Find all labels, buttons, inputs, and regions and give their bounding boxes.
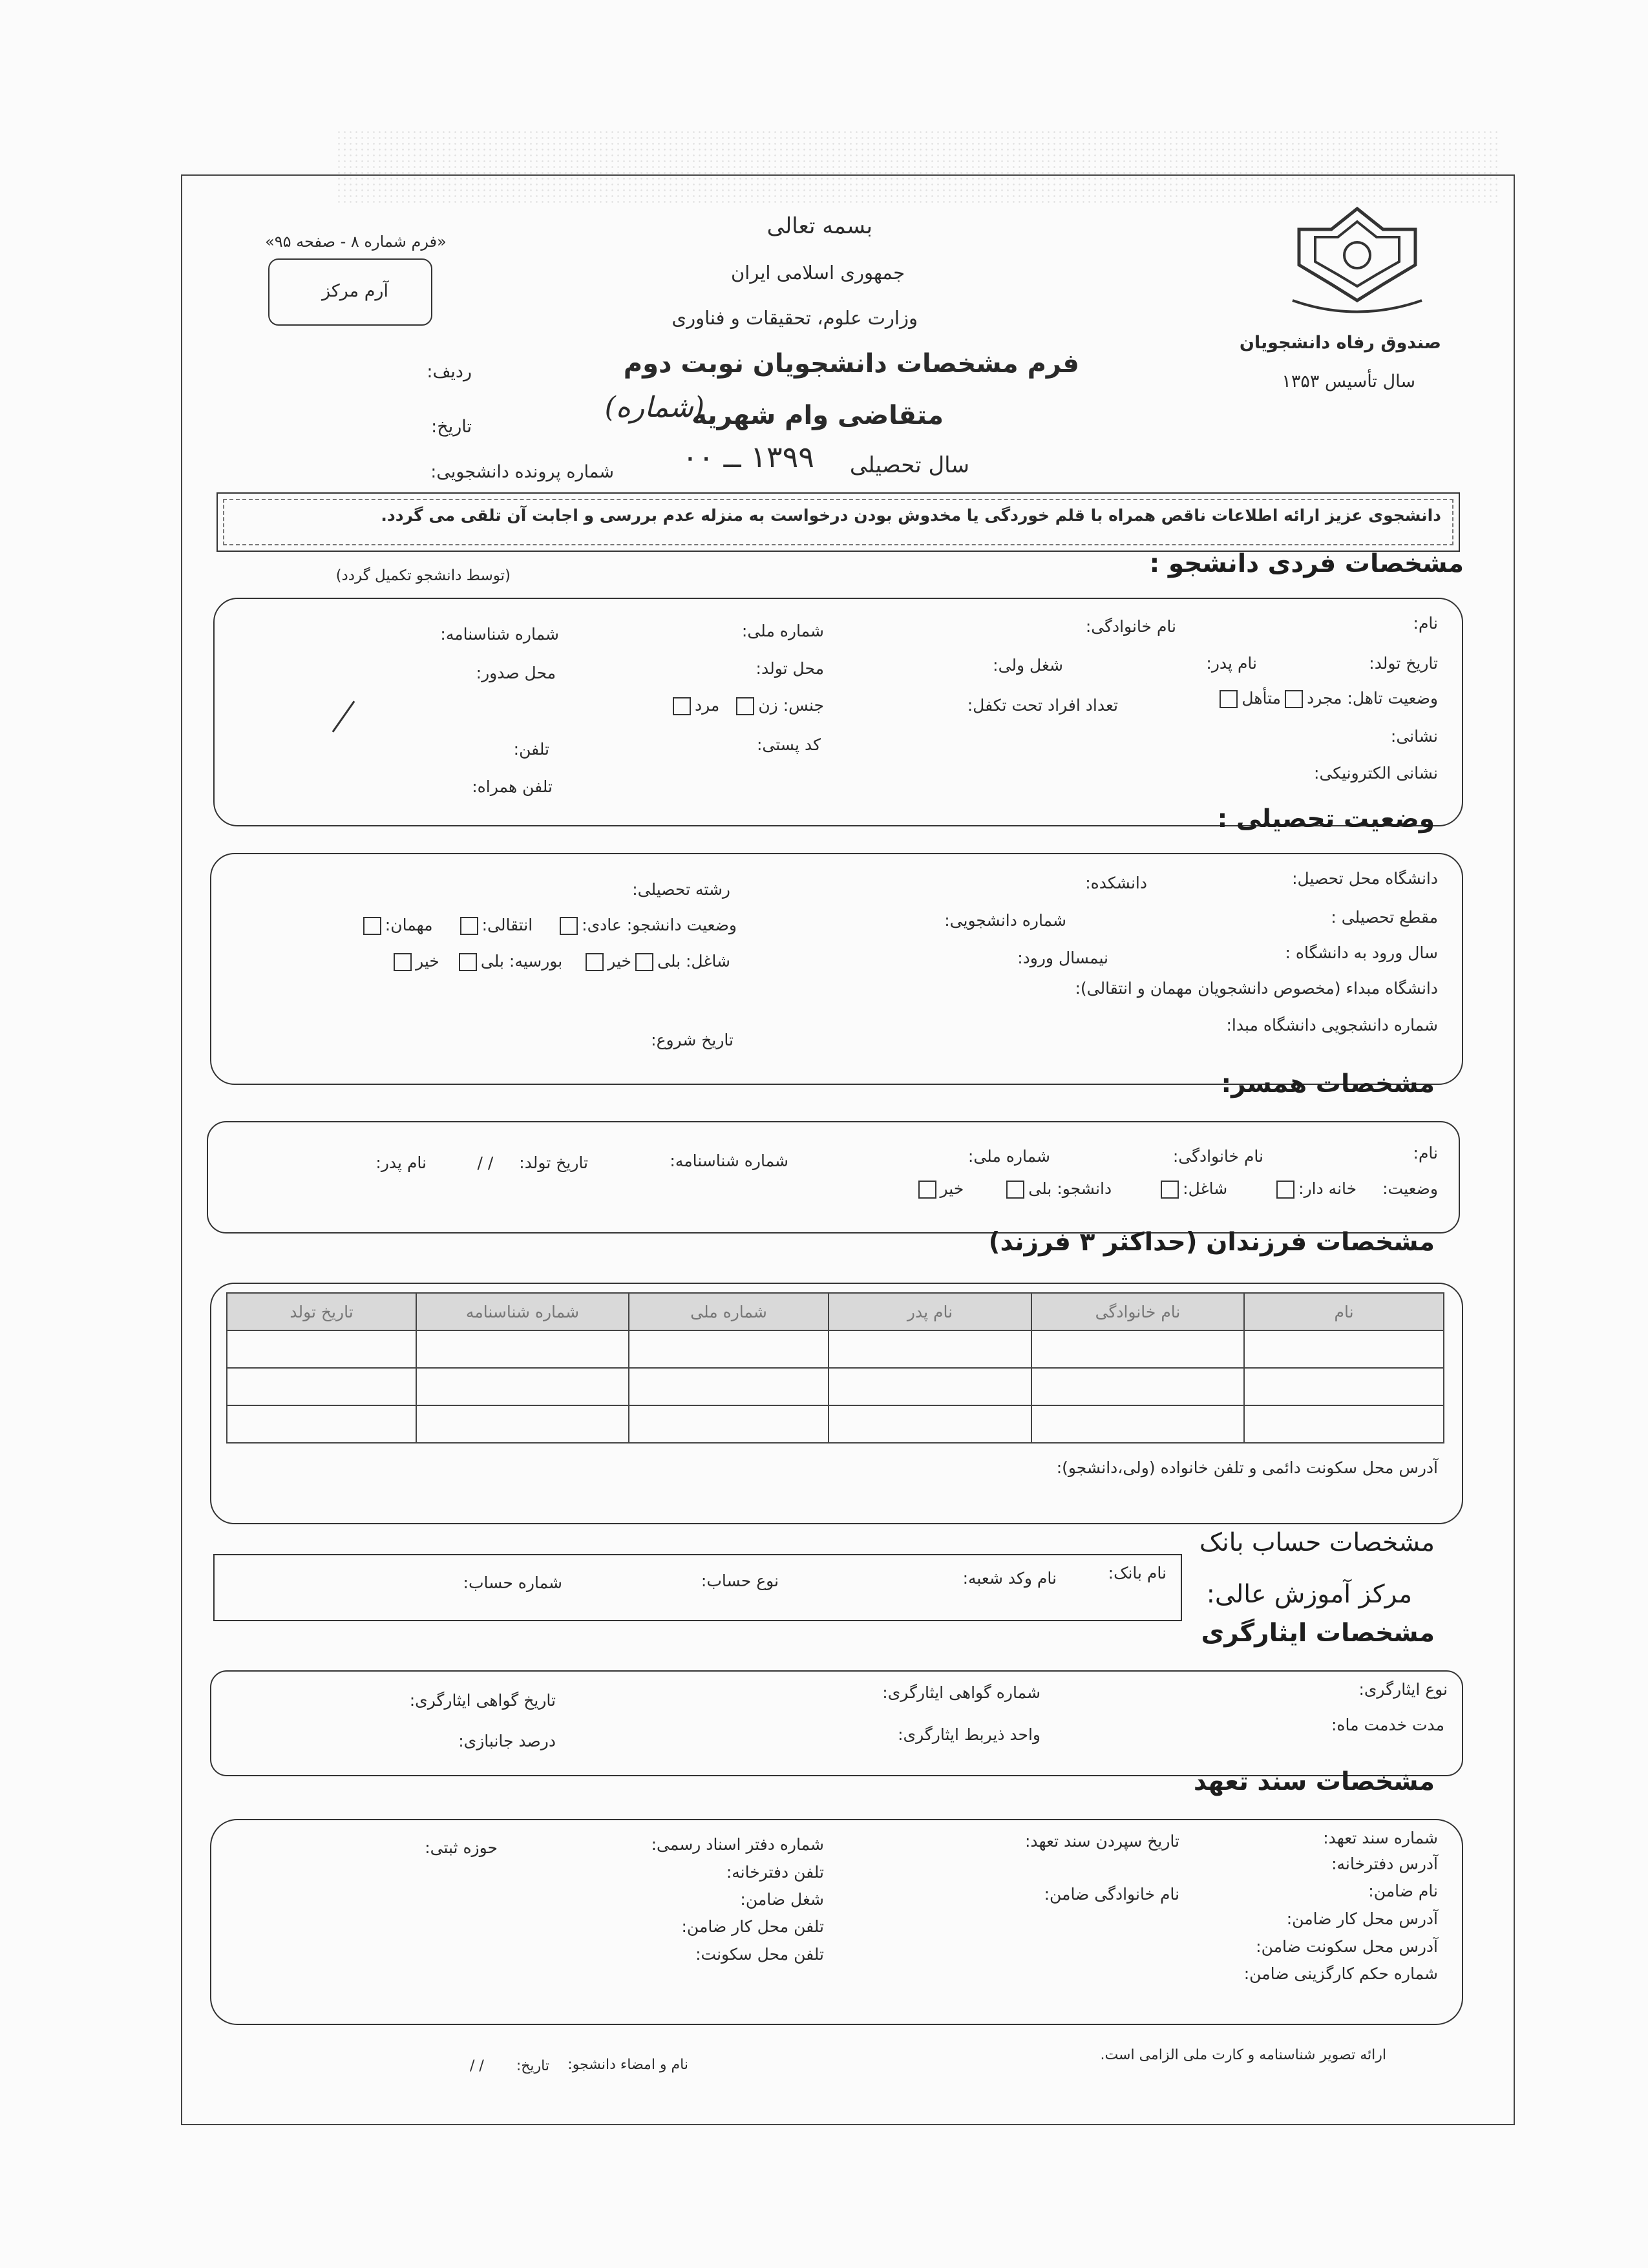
footer-id-note: ارائه تصویر شناسنامه و کارت ملی الزامی است. xyxy=(1100,2047,1386,2063)
row-label: ردیف: xyxy=(427,362,472,382)
single-checkbox[interactable] xyxy=(1285,690,1303,708)
guarantor-name: نام ضامن: xyxy=(1368,1882,1438,1900)
spouse-employed-checkbox[interactable] xyxy=(1161,1181,1179,1199)
col-birth-date: تاریخ تولد xyxy=(227,1293,416,1330)
spouse-birth-date-label: تاریخ تولد: xyxy=(519,1153,588,1172)
center-seal-label: آرم مرکز xyxy=(322,281,388,301)
basmala: بسمه تعالی xyxy=(766,213,872,239)
scholarship-yes-checkbox[interactable] xyxy=(459,953,477,971)
edu-student-status xyxy=(359,916,737,935)
personal-section-title: مشخصات فردی دانشجو : xyxy=(1149,549,1464,578)
spouse-box xyxy=(207,1121,1460,1234)
spouse-section-title: مشخصات همسر: xyxy=(1221,1069,1435,1098)
married-label: متأهل xyxy=(1241,689,1282,708)
veteran-section-title: مشخصات ایثارگری xyxy=(1201,1619,1435,1648)
employed-no-label: خیر xyxy=(607,952,631,971)
spouse-student-yes-checkbox[interactable] xyxy=(1006,1181,1024,1199)
notary-address: آدرس دفترخانه: xyxy=(1331,1854,1438,1873)
edu-start-date: تاریخ شروع: xyxy=(651,1031,734,1049)
personal-hint: (توسط دانشجو تکمیل گردد) xyxy=(335,567,511,584)
veteran-cert-no: شماره گواهی ایثارگری: xyxy=(882,1683,1041,1702)
guest-label: مهمان: xyxy=(385,916,433,934)
spouse-employed-label: شاغل: xyxy=(1183,1179,1228,1198)
personal-mobile: تلفن همراه: xyxy=(472,777,553,796)
home-phone: تلفن محل سکونت: xyxy=(695,1945,824,1964)
pledge-box xyxy=(210,1819,1463,2025)
guest-checkbox[interactable] xyxy=(363,917,381,935)
col-father: نام پدر xyxy=(829,1293,1031,1330)
personal-marital xyxy=(1216,689,1438,708)
scholarship-no-label: خیر xyxy=(416,952,439,971)
form-title: فرم مشخصات دانشجویان نوبت دوم xyxy=(623,349,1079,379)
personal-birth-date: تاریخ تولد: xyxy=(1369,654,1438,673)
children-table xyxy=(226,1292,1444,1444)
footer-signature: نام و امضاء دانشجو: xyxy=(567,2057,688,2073)
spouse-birth-cert: شماره شناسنامه: xyxy=(670,1151,788,1170)
notice-text: دانشجوی عزیز ارائه اطلاعات ناقص همراه با قلم خوردگی یا مخدوش بودن درخواست به منزله عدم بررسی و اجابت آن تلقی می گردد. xyxy=(381,506,1441,525)
col-birth-cert: شماره شناسنامه xyxy=(416,1293,629,1330)
male-checkbox[interactable] xyxy=(673,697,691,715)
personal-father: نام پدر: xyxy=(1206,654,1257,673)
personal-dependents: تعداد افراد تحت تکفل: xyxy=(967,696,1118,715)
scholarship-label: بورسیه: بلی xyxy=(480,952,563,971)
spouse-birth-date-slashes: / / xyxy=(477,1153,494,1172)
employed-yes-checkbox[interactable] xyxy=(635,953,653,971)
table-row xyxy=(227,1330,1444,1368)
pledge-no: شماره سند تعهد: xyxy=(1323,1829,1438,1847)
spouse-national-id: شماره ملی: xyxy=(967,1147,1050,1166)
bank-account-type: نوع حساب: xyxy=(701,1571,779,1590)
spouse-status-row xyxy=(914,1179,1439,1199)
spouse-student-no-label: خیر xyxy=(940,1179,964,1198)
personal-birth-cert: شماره شناسنامه: xyxy=(440,625,559,644)
appointment-no: شماره حکم کارگزینی ضامن: xyxy=(1243,1964,1438,1983)
pledge-date: تاریخ سپردن سند تعهد: xyxy=(1024,1832,1179,1851)
children-section-title: مشخصات فرزندان (حداکثر ۳ فرزند) xyxy=(988,1228,1435,1257)
housewife-label: خانه دار: xyxy=(1298,1179,1357,1198)
veteran-disability: درصد جانبازی: xyxy=(458,1732,556,1750)
higher-ed-center: مرکز آموزش عالی: xyxy=(1206,1580,1412,1609)
children-address-note: آدرس محل سکونت دائمی و تلفن خانواده (ولی،دانشجو): xyxy=(1056,1458,1438,1477)
edu-entry-year: سال ورود به دانشگاه : xyxy=(1285,943,1438,962)
personal-first-name: نام: xyxy=(1413,614,1438,633)
edu-entry-term: نیمسال ورود: xyxy=(1017,949,1108,967)
date-label: تاریخ: xyxy=(431,417,472,437)
personal-address: نشانی: xyxy=(1390,727,1438,746)
housewife-checkbox[interactable] xyxy=(1276,1181,1294,1199)
gender-label: جنس: زن xyxy=(758,696,824,715)
footer-date-slashes: / / xyxy=(469,2058,484,2074)
notary-no: شماره دفتر اسناد رسمی: xyxy=(651,1835,824,1854)
table-row xyxy=(227,1368,1444,1405)
pledge-section-title: مشخصات سند تعهد xyxy=(1193,1767,1435,1796)
spouse-student-label: دانشجو: بلی xyxy=(1028,1179,1112,1198)
veteran-box xyxy=(210,1670,1463,1776)
notary-phone: تلفن دفترخانه: xyxy=(726,1863,824,1882)
edu-major: رشته تحصیلی: xyxy=(632,880,730,899)
veteran-service: مدت خدمت ماه: xyxy=(1331,1716,1444,1734)
female-checkbox[interactable] xyxy=(736,697,754,715)
form-subtitle: متقاضی وام شهریه xyxy=(692,401,944,430)
marital-label: وضعیت تاهل: مجرد xyxy=(1307,689,1438,708)
edu-origin-uni: دانشگاه مبداء (مخصوص دانشجویان مهمان و انتقالی): xyxy=(1075,979,1438,998)
spouse-first-name: نام: xyxy=(1413,1144,1438,1162)
col-last-name: نام خانوادگی xyxy=(1031,1293,1244,1330)
guarantor-work-phone: تلفن محل کار ضامن: xyxy=(681,1917,824,1936)
registry-area: حوزه ثبتی: xyxy=(425,1838,498,1857)
veteran-cert-date: تاریخ گواهی ایثارگری: xyxy=(409,1691,556,1710)
personal-email: نشانی الکترونیکی: xyxy=(1314,764,1438,782)
rafah-logo-icon xyxy=(1286,204,1428,320)
country-name: جمهوری اسلامی ایران xyxy=(730,262,905,284)
logo-caption: صندوق رفاه دانشجویان xyxy=(1239,333,1441,353)
handwritten-note: (شماره) xyxy=(604,391,704,424)
spouse-status-label: وضعیت: xyxy=(1382,1179,1438,1198)
ministry-name: وزارت علوم، تحقیقات و فناوری xyxy=(671,307,918,329)
form-code: «فرم شماره ۸ - صفحه ۹۵» xyxy=(265,233,447,251)
col-name: نام xyxy=(1244,1293,1444,1330)
bank-section-title: مشخصات حساب بانک xyxy=(1199,1528,1435,1557)
edu-origin-no: شماره دانشجویی دانشگاه مبدا: xyxy=(1226,1016,1438,1034)
personal-issue-place: محل صدور: xyxy=(476,664,556,682)
edu-faculty: دانشکده: xyxy=(1085,874,1147,892)
employed-label: شاغل: بلی xyxy=(657,952,730,971)
footer-date-label: تاریخ: xyxy=(516,2058,549,2074)
footer-date xyxy=(470,2058,549,2074)
bank-box xyxy=(213,1554,1182,1621)
personal-birth-place: محل تولد: xyxy=(755,659,824,678)
guarantor-last-name: نام خانوادگی ضامن: xyxy=(1044,1885,1179,1904)
edu-level: مقطع تحصیلی : xyxy=(1331,908,1438,927)
personal-national-id: شماره ملی: xyxy=(741,622,824,640)
academic-year-label: سال تحصیلی xyxy=(849,452,969,478)
spouse-last-name: نام خانوادگی: xyxy=(1172,1147,1263,1166)
bank-branch: نام وکد شعبه: xyxy=(962,1569,1057,1588)
veteran-unit: واحد ذیربط ایثارگری: xyxy=(898,1725,1041,1744)
bank-name: نام بانک: xyxy=(1108,1564,1167,1582)
spouse-father: نام پدر: xyxy=(375,1153,427,1172)
spouse-birth-date xyxy=(477,1153,588,1172)
guarantor-work-address: آدرس محل کار ضامن: xyxy=(1286,1909,1438,1928)
edu-university: دانشگاه محل تحصیل: xyxy=(1292,869,1438,888)
guarantor-job: شغل ضامن: xyxy=(740,1890,824,1909)
personal-last-name: نام خانوادگی: xyxy=(1085,617,1176,636)
employed-no-checkbox[interactable] xyxy=(586,953,604,971)
scholarship-no-checkbox[interactable] xyxy=(394,953,412,971)
spouse-student-no-checkbox[interactable] xyxy=(918,1181,936,1199)
academic-year-value: ۱۳۹۹ ــ ۰۰ xyxy=(682,439,814,474)
founded-year: سال تأسیس ۱۳۵۳ xyxy=(1282,372,1415,392)
children-header-row xyxy=(227,1293,1444,1330)
veteran-type: نوع ایثارگری: xyxy=(1358,1680,1448,1699)
regular-checkbox[interactable] xyxy=(560,917,578,935)
edu-status-label: وضعیت دانشجو: عادی: xyxy=(582,916,737,934)
education-section-title: وضعیت تحصیلی : xyxy=(1217,804,1435,834)
personal-box xyxy=(213,598,1463,826)
male-label: مرد xyxy=(694,696,720,715)
personal-phone: تلفن: xyxy=(513,740,549,759)
table-row xyxy=(227,1405,1444,1443)
edu-student-no: شماره دانشجویی: xyxy=(944,911,1066,930)
personal-gender xyxy=(669,696,824,715)
married-checkbox[interactable] xyxy=(1220,690,1238,708)
guarantor-home-address: آدرس محل سکونت ضامن: xyxy=(1256,1937,1438,1956)
transfer-checkbox[interactable] xyxy=(460,917,478,935)
edu-employed-row xyxy=(390,952,730,971)
transfer-label: انتقالی: xyxy=(481,916,533,934)
personal-guardian-job: شغل ولی: xyxy=(993,656,1063,675)
bank-account-no: شماره حساب: xyxy=(463,1573,562,1592)
personal-postal: کد پستی: xyxy=(756,735,821,754)
file-number-label: شماره پرونده دانشجویی: xyxy=(430,462,614,482)
col-national-id: شماره ملی xyxy=(629,1293,829,1330)
